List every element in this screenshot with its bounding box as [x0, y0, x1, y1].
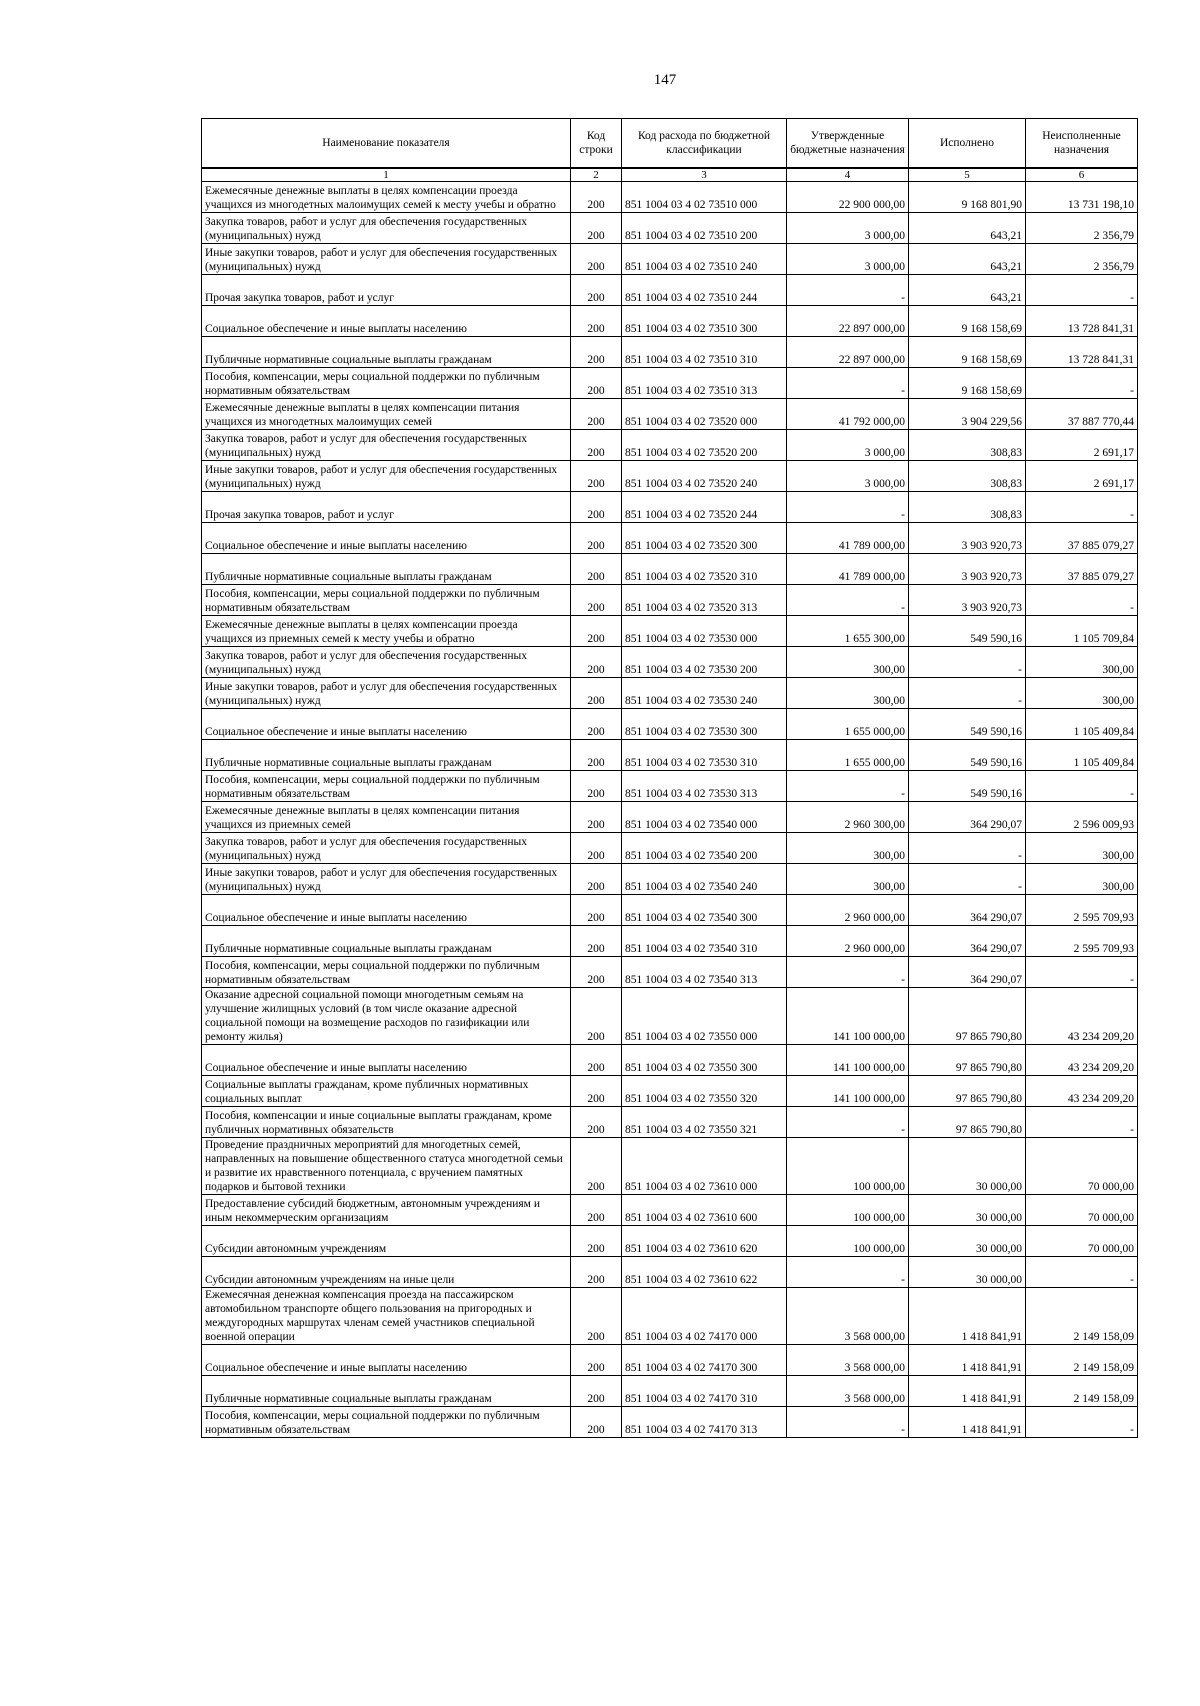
indicator-name-cell: Ежемесячные денежные выплаты в целях компенсации проезда учащихся из многодетных малоимущих семей к месту учебы и обратно: [202, 182, 571, 213]
unexecuted-amount-cell: 2 149 158,09: [1026, 1288, 1138, 1345]
line-code-cell: 200: [571, 616, 622, 647]
line-code-cell: 200: [571, 430, 622, 461]
indicator-name-cell: Иные закупки товаров, работ и услуг для обеспечения государственных (муниципальных) нужд: [202, 244, 571, 275]
executed-amount-cell: 643,21: [909, 213, 1026, 244]
unexecuted-amount-cell: 70 000,00: [1026, 1226, 1138, 1257]
executed-amount-cell: 1 418 841,91: [909, 1407, 1026, 1438]
approved-amount-cell: 3 568 000,00: [787, 1376, 909, 1407]
approved-amount-cell: 3 000,00: [787, 461, 909, 492]
budget-code-cell: 851 1004 03 4 02 73520 200: [622, 430, 787, 461]
executed-amount-cell: 97 865 790,80: [909, 1107, 1026, 1138]
indicator-name-cell: Оказание адресной социальной помощи многодетным семьям на улучшение жилищных условий (в том числе оказание адресной социальной помощи на возмещение расходов по газификации или ремонту жилья): [202, 988, 571, 1045]
approved-amount-cell: 3 568 000,00: [787, 1288, 909, 1345]
line-code-cell: 200: [571, 337, 622, 368]
executed-amount-cell: 9 168 158,69: [909, 368, 1026, 399]
approved-amount-cell: 41 789 000,00: [787, 523, 909, 554]
budget-code-cell: 851 1004 03 4 02 73510 000: [622, 182, 787, 213]
approved-amount-cell: -: [787, 368, 909, 399]
line-code-cell: 200: [571, 1138, 622, 1195]
unexecuted-amount-cell: 2 149 158,09: [1026, 1345, 1138, 1376]
approved-amount-cell: 3 000,00: [787, 244, 909, 275]
table-row: [202, 1288, 1138, 1345]
budget-code-cell: 851 1004 03 4 02 73530 300: [622, 709, 787, 740]
line-code-cell: 200: [571, 399, 622, 430]
line-code-cell: 200: [571, 1195, 622, 1226]
approved-amount-cell: 100 000,00: [787, 1195, 909, 1226]
indicator-name-cell: Пособия, компенсации, меры социальной поддержки по публичным нормативным обязательствам: [202, 368, 571, 399]
table-row: [202, 988, 1138, 1045]
approved-amount-cell: 22 897 000,00: [787, 337, 909, 368]
budget-code-cell: 851 1004 03 4 02 73550 300: [622, 1045, 787, 1076]
unexecuted-amount-cell: 13 731 198,10: [1026, 182, 1138, 213]
approved-amount-cell: 300,00: [787, 678, 909, 709]
approved-amount-cell: -: [787, 585, 909, 616]
table-row: [202, 1376, 1138, 1407]
executed-amount-cell: 97 865 790,80: [909, 1045, 1026, 1076]
approved-amount-cell: 1 655 000,00: [787, 709, 909, 740]
indicator-name-cell: Социальное обеспечение и иные выплаты населению: [202, 895, 571, 926]
budget-code-cell: 851 1004 03 4 02 73550 000: [622, 988, 787, 1045]
unexecuted-amount-cell: 43 234 209,20: [1026, 1045, 1138, 1076]
approved-amount-cell: 2 960 300,00: [787, 802, 909, 833]
column-number: 4: [787, 168, 909, 182]
executed-amount-cell: 30 000,00: [909, 1195, 1026, 1226]
approved-amount-cell: -: [787, 1257, 909, 1288]
table-row: [202, 1045, 1138, 1076]
budget-code-cell: 851 1004 03 4 02 73520 313: [622, 585, 787, 616]
line-code-cell: 200: [571, 740, 622, 771]
budget-code-cell: 851 1004 03 4 02 73530 313: [622, 771, 787, 802]
column-number: 1: [202, 168, 571, 182]
approved-amount-cell: -: [787, 957, 909, 988]
line-code-cell: 200: [571, 1045, 622, 1076]
indicator-name-cell: Пособия, компенсации, меры социальной поддержки по публичным нормативным обязательствам: [202, 1407, 571, 1438]
unexecuted-amount-cell: 2 356,79: [1026, 244, 1138, 275]
header-row: [202, 119, 1138, 169]
indicator-name-cell: Пособия, компенсации, меры социальной поддержки по публичным нормативным обязательствам: [202, 585, 571, 616]
table-row: [202, 585, 1138, 616]
approved-amount-cell: 3 568 000,00: [787, 1345, 909, 1376]
unexecuted-amount-cell: -: [1026, 771, 1138, 802]
approved-amount-cell: 141 100 000,00: [787, 1076, 909, 1107]
indicator-name-cell: Закупка товаров, работ и услуг для обеспечения государственных (муниципальных) нужд: [202, 833, 571, 864]
budget-code-cell: 851 1004 03 4 02 73550 320: [622, 1076, 787, 1107]
line-code-cell: 200: [571, 647, 622, 678]
line-code-cell: 200: [571, 1226, 622, 1257]
unexecuted-amount-cell: 1 105 409,84: [1026, 709, 1138, 740]
executed-amount-cell: 549 590,16: [909, 709, 1026, 740]
indicator-name-cell: Закупка товаров, работ и услуг для обеспечения государственных (муниципальных) нужд: [202, 213, 571, 244]
column-number: 2: [571, 168, 622, 182]
executed-amount-cell: 97 865 790,80: [909, 1076, 1026, 1107]
unexecuted-amount-cell: 13 728 841,31: [1026, 337, 1138, 368]
approved-amount-cell: 2 960 000,00: [787, 926, 909, 957]
executed-amount-cell: 30 000,00: [909, 1226, 1026, 1257]
header-indicator-name: Наименование показателя: [202, 119, 571, 169]
unexecuted-amount-cell: 70 000,00: [1026, 1138, 1138, 1195]
indicator-name-cell: Социальное обеспечение и иные выплаты населению: [202, 709, 571, 740]
unexecuted-amount-cell: 300,00: [1026, 678, 1138, 709]
column-number: 6: [1026, 168, 1138, 182]
budget-code-cell: 851 1004 03 4 02 73510 310: [622, 337, 787, 368]
table-row: [202, 213, 1138, 244]
indicator-name-cell: Публичные нормативные социальные выплаты гражданам: [202, 1376, 571, 1407]
budget-code-cell: 851 1004 03 4 02 73510 200: [622, 213, 787, 244]
table-row: [202, 740, 1138, 771]
unexecuted-amount-cell: 1 105 409,84: [1026, 740, 1138, 771]
executed-amount-cell: 1 418 841,91: [909, 1376, 1026, 1407]
approved-amount-cell: -: [787, 275, 909, 306]
approved-amount-cell: 3 000,00: [787, 213, 909, 244]
approved-amount-cell: -: [787, 492, 909, 523]
unexecuted-amount-cell: -: [1026, 957, 1138, 988]
budget-code-cell: 851 1004 03 4 02 73510 240: [622, 244, 787, 275]
indicator-name-cell: Пособия, компенсации, меры социальной поддержки по публичным нормативным обязательствам: [202, 957, 571, 988]
table-row: [202, 337, 1138, 368]
table-row: [202, 864, 1138, 895]
table-row: [202, 1407, 1138, 1438]
table-row: [202, 523, 1138, 554]
line-code-cell: 200: [571, 554, 622, 585]
line-code-cell: 200: [571, 864, 622, 895]
executed-amount-cell: 364 290,07: [909, 802, 1026, 833]
executed-amount-cell: -: [909, 833, 1026, 864]
table-row: [202, 399, 1138, 430]
table-row: [202, 647, 1138, 678]
line-code-cell: 200: [571, 523, 622, 554]
indicator-name-cell: Социальное обеспечение и иные выплаты населению: [202, 306, 571, 337]
approved-amount-cell: 100 000,00: [787, 1226, 909, 1257]
unexecuted-amount-cell: 2 595 709,93: [1026, 895, 1138, 926]
table-row: [202, 1345, 1138, 1376]
unexecuted-amount-cell: 13 728 841,31: [1026, 306, 1138, 337]
budget-code-cell: 851 1004 03 4 02 73550 321: [622, 1107, 787, 1138]
line-code-cell: 200: [571, 988, 622, 1045]
executed-amount-cell: 1 418 841,91: [909, 1288, 1026, 1345]
budget-code-cell: 851 1004 03 4 02 73520 000: [622, 399, 787, 430]
executed-amount-cell: -: [909, 678, 1026, 709]
budget-code-cell: 851 1004 03 4 02 73540 300: [622, 895, 787, 926]
table-row: [202, 678, 1138, 709]
column-number-row: [202, 168, 1138, 182]
line-code-cell: 200: [571, 492, 622, 523]
line-code-cell: 200: [571, 1345, 622, 1376]
indicator-name-cell: Публичные нормативные социальные выплаты гражданам: [202, 554, 571, 585]
line-code-cell: 200: [571, 306, 622, 337]
line-code-cell: 200: [571, 1107, 622, 1138]
header-line-code: Код строки: [571, 119, 622, 169]
indicator-name-cell: Ежемесячная денежная компенсация проезда на пассажирском автомобильном транспорте общего пользования на пригородных и междугородных маршрутах членам семей участников специальной военной операции: [202, 1288, 571, 1345]
indicator-name-cell: Прочая закупка товаров, работ и услуг: [202, 492, 571, 523]
budget-code-cell: 851 1004 03 4 02 73510 300: [622, 306, 787, 337]
executed-amount-cell: 9 168 158,69: [909, 306, 1026, 337]
executed-amount-cell: 643,21: [909, 275, 1026, 306]
indicator-name-cell: Социальное обеспечение и иные выплаты населению: [202, 1345, 571, 1376]
approved-amount-cell: 141 100 000,00: [787, 1045, 909, 1076]
executed-amount-cell: 364 290,07: [909, 926, 1026, 957]
header-approved: Утвержденные бюджетные назначения: [787, 119, 909, 169]
approved-amount-cell: 1 655 000,00: [787, 740, 909, 771]
indicator-name-cell: Субсидии автономным учреждениям: [202, 1226, 571, 1257]
budget-code-cell: 851 1004 03 4 02 73530 000: [622, 616, 787, 647]
approved-amount-cell: -: [787, 1407, 909, 1438]
table-header: [202, 119, 1138, 182]
budget-code-cell: 851 1004 03 4 02 73520 244: [622, 492, 787, 523]
executed-amount-cell: 549 590,16: [909, 740, 1026, 771]
unexecuted-amount-cell: -: [1026, 368, 1138, 399]
executed-amount-cell: 30 000,00: [909, 1138, 1026, 1195]
table-row: [202, 895, 1138, 926]
executed-amount-cell: 308,83: [909, 430, 1026, 461]
unexecuted-amount-cell: 37 887 770,44: [1026, 399, 1138, 430]
header-budget-code: Код расхода по бюджетной классификации: [622, 119, 787, 169]
approved-amount-cell: 300,00: [787, 864, 909, 895]
approved-amount-cell: 3 000,00: [787, 430, 909, 461]
unexecuted-amount-cell: 37 885 079,27: [1026, 554, 1138, 585]
table-row: [202, 1107, 1138, 1138]
unexecuted-amount-cell: 2 356,79: [1026, 213, 1138, 244]
line-code-cell: 200: [571, 926, 622, 957]
executed-amount-cell: 3 903 920,73: [909, 554, 1026, 585]
budget-code-cell: 851 1004 03 4 02 73520 310: [622, 554, 787, 585]
indicator-name-cell: Прочая закупка товаров, работ и услуг: [202, 275, 571, 306]
budget-code-cell: 851 1004 03 4 02 73510 313: [622, 368, 787, 399]
table-row: [202, 430, 1138, 461]
indicator-name-cell: Публичные нормативные социальные выплаты гражданам: [202, 926, 571, 957]
executed-amount-cell: 9 168 801,90: [909, 182, 1026, 213]
budget-code-cell: 851 1004 03 4 02 73540 200: [622, 833, 787, 864]
unexecuted-amount-cell: 2 595 709,93: [1026, 926, 1138, 957]
table-row: [202, 244, 1138, 275]
executed-amount-cell: 97 865 790,80: [909, 988, 1026, 1045]
approved-amount-cell: -: [787, 771, 909, 802]
executed-amount-cell: 308,83: [909, 461, 1026, 492]
indicator-name-cell: Публичные нормативные социальные выплаты гражданам: [202, 337, 571, 368]
line-code-cell: 200: [571, 1076, 622, 1107]
approved-amount-cell: 2 960 000,00: [787, 895, 909, 926]
table-row: [202, 926, 1138, 957]
indicator-name-cell: Закупка товаров, работ и услуг для обеспечения государственных (муниципальных) нужд: [202, 430, 571, 461]
line-code-cell: 200: [571, 1407, 622, 1438]
executed-amount-cell: -: [909, 864, 1026, 895]
budget-code-cell: 851 1004 03 4 02 73520 240: [622, 461, 787, 492]
indicator-name-cell: Публичные нормативные социальные выплаты гражданам: [202, 740, 571, 771]
line-code-cell: 200: [571, 461, 622, 492]
line-code-cell: 200: [571, 802, 622, 833]
budget-code-cell: 851 1004 03 4 02 74170 313: [622, 1407, 787, 1438]
table-row: [202, 554, 1138, 585]
table-row: [202, 275, 1138, 306]
indicator-name-cell: Иные закупки товаров, работ и услуг для обеспечения государственных (муниципальных) нужд: [202, 678, 571, 709]
unexecuted-amount-cell: 300,00: [1026, 864, 1138, 895]
budget-execution-table: [201, 118, 1138, 1438]
unexecuted-amount-cell: 43 234 209,20: [1026, 1076, 1138, 1107]
line-code-cell: 200: [571, 1257, 622, 1288]
line-code-cell: 200: [571, 771, 622, 802]
indicator-name-cell: Ежемесячные денежные выплаты в целях компенсации проезда учащихся из приемных семей к месту учебы и обратно: [202, 616, 571, 647]
unexecuted-amount-cell: -: [1026, 585, 1138, 616]
unexecuted-amount-cell: 70 000,00: [1026, 1195, 1138, 1226]
budget-code-cell: 851 1004 03 4 02 73610 600: [622, 1195, 787, 1226]
unexecuted-amount-cell: -: [1026, 275, 1138, 306]
indicator-name-cell: Иные закупки товаров, работ и услуг для обеспечения государственных (муниципальных) нужд: [202, 461, 571, 492]
budget-code-cell: 851 1004 03 4 02 73610 000: [622, 1138, 787, 1195]
table-row: [202, 461, 1138, 492]
executed-amount-cell: 30 000,00: [909, 1257, 1026, 1288]
page-number: 147: [653, 72, 677, 88]
line-code-cell: 200: [571, 678, 622, 709]
unexecuted-amount-cell: 2 691,17: [1026, 430, 1138, 461]
table-row: [202, 1195, 1138, 1226]
table-row: [202, 802, 1138, 833]
executed-amount-cell: 549 590,16: [909, 771, 1026, 802]
table-row: [202, 368, 1138, 399]
column-number: 3: [622, 168, 787, 182]
budget-code-cell: 851 1004 03 4 02 73610 620: [622, 1226, 787, 1257]
approved-amount-cell: 41 789 000,00: [787, 554, 909, 585]
budget-code-cell: 851 1004 03 4 02 73610 622: [622, 1257, 787, 1288]
executed-amount-cell: 364 290,07: [909, 957, 1026, 988]
line-code-cell: 200: [571, 213, 622, 244]
budget-code-cell: 851 1004 03 4 02 74170 300: [622, 1345, 787, 1376]
line-code-cell: 200: [571, 585, 622, 616]
approved-amount-cell: 300,00: [787, 833, 909, 864]
indicator-name-cell: Социальное обеспечение и иные выплаты населению: [202, 523, 571, 554]
table-row: [202, 1076, 1138, 1107]
executed-amount-cell: 308,83: [909, 492, 1026, 523]
unexecuted-amount-cell: 37 885 079,27: [1026, 523, 1138, 554]
table-row: [202, 709, 1138, 740]
indicator-name-cell: Субсидии автономным учреждениям на иные цели: [202, 1257, 571, 1288]
table-row: [202, 833, 1138, 864]
table-row: [202, 1226, 1138, 1257]
unexecuted-amount-cell: 1 105 709,84: [1026, 616, 1138, 647]
table-row: [202, 616, 1138, 647]
table-row: [202, 957, 1138, 988]
header-executed: Исполнено: [909, 119, 1026, 169]
indicator-name-cell: Пособия, компенсации, меры социальной поддержки по публичным нормативным обязательствам: [202, 771, 571, 802]
indicator-name-cell: Социальное обеспечение и иные выплаты населению: [202, 1045, 571, 1076]
table-row: [202, 492, 1138, 523]
unexecuted-amount-cell: 2 691,17: [1026, 461, 1138, 492]
unexecuted-amount-cell: -: [1026, 492, 1138, 523]
executed-amount-cell: 3 903 920,73: [909, 523, 1026, 554]
header-unexecuted: Неисполненные назначения: [1026, 119, 1138, 169]
indicator-name-cell: Предоставление субсидий бюджетным, автономным учреждениям и иным некоммерческим организациям: [202, 1195, 571, 1226]
budget-code-cell: 851 1004 03 4 02 74170 310: [622, 1376, 787, 1407]
line-code-cell: 200: [571, 833, 622, 864]
line-code-cell: 200: [571, 895, 622, 926]
table-row: [202, 771, 1138, 802]
table-body: [202, 182, 1138, 1438]
executed-amount-cell: 9 168 158,69: [909, 337, 1026, 368]
approved-amount-cell: 1 655 300,00: [787, 616, 909, 647]
unexecuted-amount-cell: 2 596 009,93: [1026, 802, 1138, 833]
unexecuted-amount-cell: -: [1026, 1257, 1138, 1288]
executed-amount-cell: 3 904 229,56: [909, 399, 1026, 430]
indicator-name-cell: Социальные выплаты гражданам, кроме публичных нормативных социальных выплат: [202, 1076, 571, 1107]
line-code-cell: 200: [571, 275, 622, 306]
executed-amount-cell: 1 418 841,91: [909, 1345, 1026, 1376]
budget-code-cell: 851 1004 03 4 02 73530 240: [622, 678, 787, 709]
budget-code-cell: 851 1004 03 4 02 73540 240: [622, 864, 787, 895]
column-number: 5: [909, 168, 1026, 182]
table-row: [202, 306, 1138, 337]
budget-code-cell: 851 1004 03 4 02 74170 000: [622, 1288, 787, 1345]
unexecuted-amount-cell: -: [1026, 1407, 1138, 1438]
unexecuted-amount-cell: 300,00: [1026, 647, 1138, 678]
budget-code-cell: 851 1004 03 4 02 73530 310: [622, 740, 787, 771]
executed-amount-cell: 549 590,16: [909, 616, 1026, 647]
budget-code-cell: 851 1004 03 4 02 73530 200: [622, 647, 787, 678]
budget-code-cell: 851 1004 03 4 02 73510 244: [622, 275, 787, 306]
table-row: [202, 1138, 1138, 1195]
executed-amount-cell: -: [909, 647, 1026, 678]
unexecuted-amount-cell: 2 149 158,09: [1026, 1376, 1138, 1407]
indicator-name-cell: Закупка товаров, работ и услуг для обеспечения государственных (муниципальных) нужд: [202, 647, 571, 678]
line-code-cell: 200: [571, 709, 622, 740]
unexecuted-amount-cell: 300,00: [1026, 833, 1138, 864]
executed-amount-cell: 364 290,07: [909, 895, 1026, 926]
unexecuted-amount-cell: 43 234 209,20: [1026, 988, 1138, 1045]
budget-code-cell: 851 1004 03 4 02 73540 313: [622, 957, 787, 988]
line-code-cell: 200: [571, 957, 622, 988]
approved-amount-cell: 300,00: [787, 647, 909, 678]
line-code-cell: 200: [571, 1376, 622, 1407]
executed-amount-cell: 3 903 920,73: [909, 585, 1026, 616]
line-code-cell: 200: [571, 368, 622, 399]
indicator-name-cell: Иные закупки товаров, работ и услуг для обеспечения государственных (муниципальных) нужд: [202, 864, 571, 895]
line-code-cell: 200: [571, 1288, 622, 1345]
table-row: [202, 182, 1138, 213]
indicator-name-cell: Ежемесячные денежные выплаты в целях компенсации питания учащихся из приемных семей: [202, 802, 571, 833]
approved-amount-cell: 141 100 000,00: [787, 988, 909, 1045]
table-row: [202, 1257, 1138, 1288]
budget-code-cell: 851 1004 03 4 02 73520 300: [622, 523, 787, 554]
unexecuted-amount-cell: -: [1026, 1107, 1138, 1138]
approved-amount-cell: 22 897 000,00: [787, 306, 909, 337]
line-code-cell: 200: [571, 244, 622, 275]
indicator-name-cell: Пособия, компенсации и иные социальные выплаты гражданам, кроме публичных нормативных обязательств: [202, 1107, 571, 1138]
executed-amount-cell: 643,21: [909, 244, 1026, 275]
indicator-name-cell: Проведение праздничных мероприятий для многодетных семей, направленных на повышение общественного статуса многодетной семьи и развитие их нравственного потенциала, с вручением памятных подарков и бытовой техники: [202, 1138, 571, 1195]
indicator-name-cell: Ежемесячные денежные выплаты в целях компенсации питания учащихся из многодетных малоимущих семей: [202, 399, 571, 430]
approved-amount-cell: 100 000,00: [787, 1138, 909, 1195]
line-code-cell: 200: [571, 182, 622, 213]
approved-amount-cell: 22 900 000,00: [787, 182, 909, 213]
approved-amount-cell: -: [787, 1107, 909, 1138]
budget-code-cell: 851 1004 03 4 02 73540 310: [622, 926, 787, 957]
budget-code-cell: 851 1004 03 4 02 73540 000: [622, 802, 787, 833]
approved-amount-cell: 41 792 000,00: [787, 399, 909, 430]
